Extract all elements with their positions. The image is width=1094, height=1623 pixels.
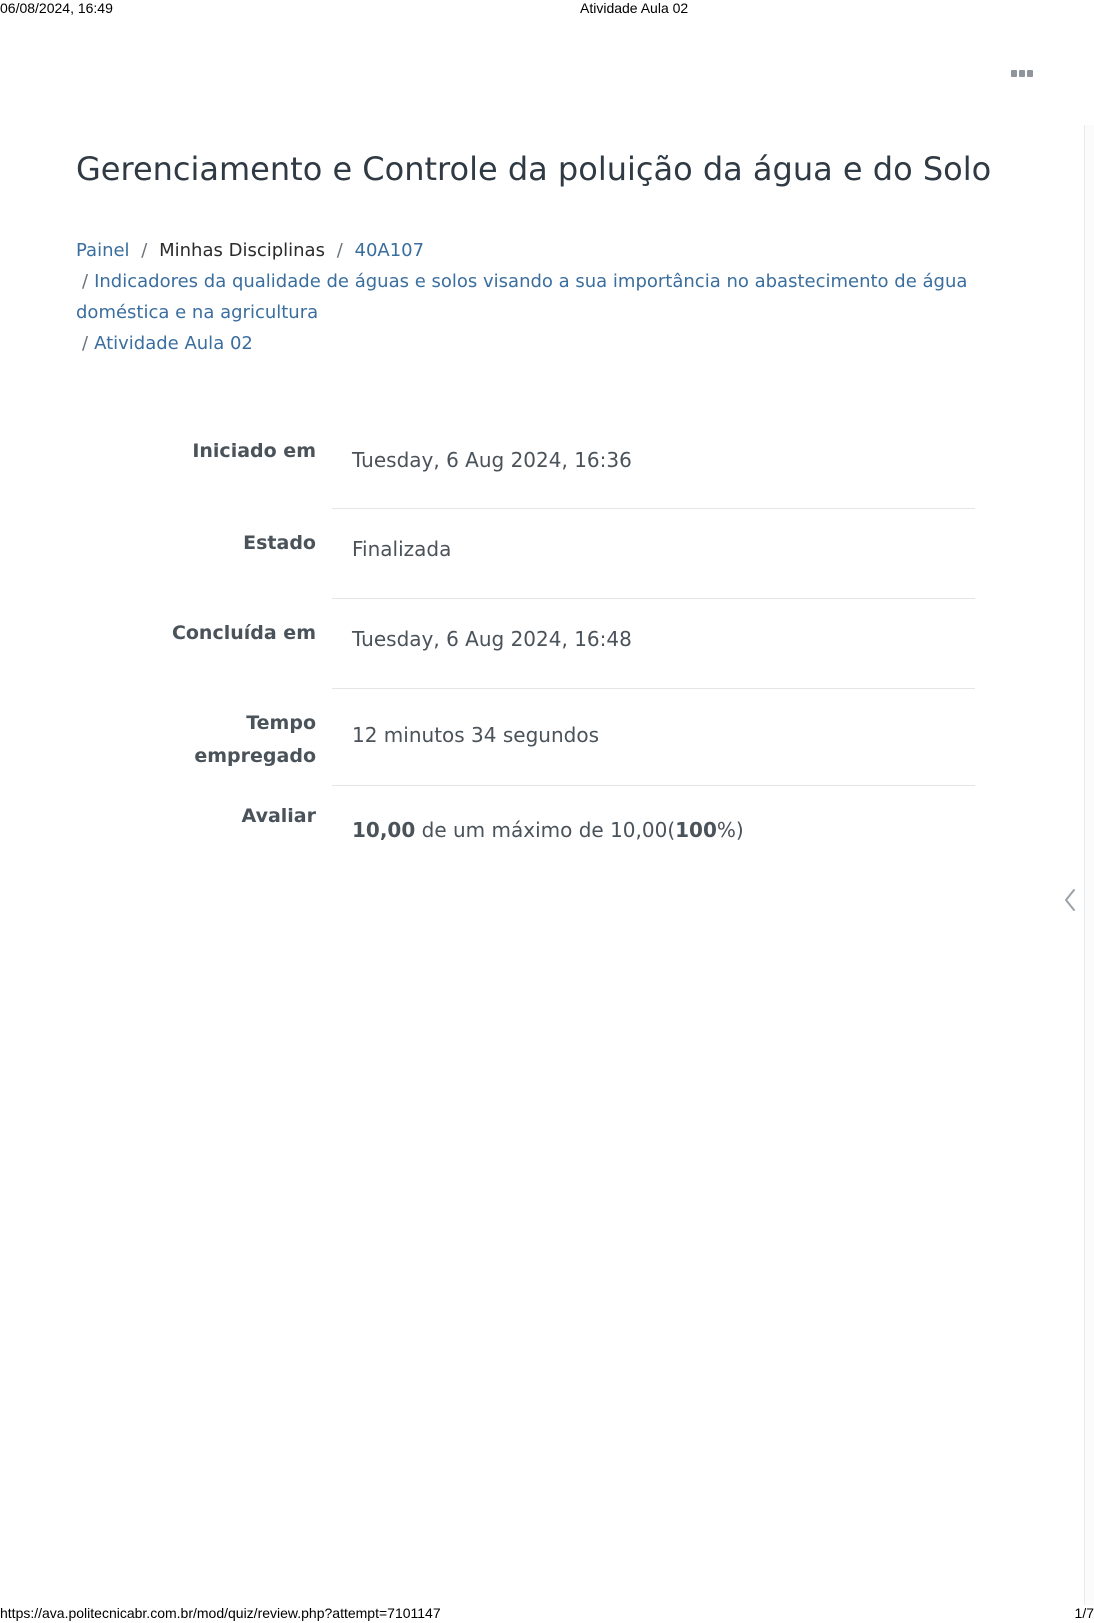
summary-row-completed [130,599,975,689]
breadcrumb-link-painel[interactable]: Painel [76,240,130,261]
breadcrumb-link-section[interactable]: Indicadores da qualidade de águas e solos visando a sua importância no abastecimento de água doméstica e na agricultura [76,271,968,323]
breadcrumb-item-minhas-disciplinas: Minhas Disciplinas [159,240,325,261]
breadcrumb-link-course-code[interactable]: 40A107 [354,240,425,261]
grade-text: de um máximo de 10,00( [421,818,676,842]
right-drawer-edge [1084,125,1094,1605]
print-footer [0,1605,1094,1623]
dot [1027,70,1033,77]
page-title: Gerenciamento e Controle da poluição da água e do Solo [76,150,992,188]
breadcrumb [76,235,996,359]
time-taken-label-line2: empregado [194,745,316,767]
dot [1019,70,1025,77]
state-value: Finalizada [332,509,975,599]
completed-value: Tuesday, 6 Aug 2024, 16:48 [332,599,975,689]
breadcrumb-separator: / [82,271,89,292]
breadcrumb-separator: / [141,240,148,261]
quiz-attempt-summary [130,435,975,856]
breadcrumb-separator: / [336,240,343,261]
summary-row-time-taken [130,689,975,786]
print-header [0,0,1094,18]
grade-percent: 100 [675,818,717,842]
time-taken-label-line1: Tempo [246,712,316,734]
more-dots-icon[interactable] [1011,70,1035,80]
grade-value [332,786,975,856]
print-page-title: Atividade Aula 02 [580,0,689,16]
grade-label: Avaliar [241,805,316,827]
grade-text-end: %) [716,818,744,842]
time-taken-value: 12 minutos 34 segundos [332,689,975,786]
print-datetime: 06/08/2024, 16:49 [0,0,113,16]
breadcrumb-line-2 [76,266,996,328]
breadcrumb-line-3 [76,328,996,359]
grade-score: 10,00 [352,818,416,842]
breadcrumb-link-activity[interactable]: Atividade Aula 02 [94,333,253,354]
print-page-number: 1/7 [1074,1605,1094,1621]
summary-row-state [130,509,975,599]
started-label: Iniciado em [192,440,316,462]
dot [1011,70,1017,77]
breadcrumb-line-1 [76,235,996,266]
state-label: Estado [243,532,316,554]
completed-label: Concluída em [171,622,316,644]
started-value: Tuesday, 6 Aug 2024, 16:36 [332,423,975,509]
print-url: https://ava.politecnicabr.com.br/mod/quiz/review.php?attempt=7101147 [0,1605,441,1621]
time-taken-label [130,689,332,786]
chevron-left-icon[interactable] [1061,886,1081,914]
breadcrumb-separator: / [82,333,89,354]
summary-row-started [130,435,975,509]
summary-row-grade [130,786,975,856]
